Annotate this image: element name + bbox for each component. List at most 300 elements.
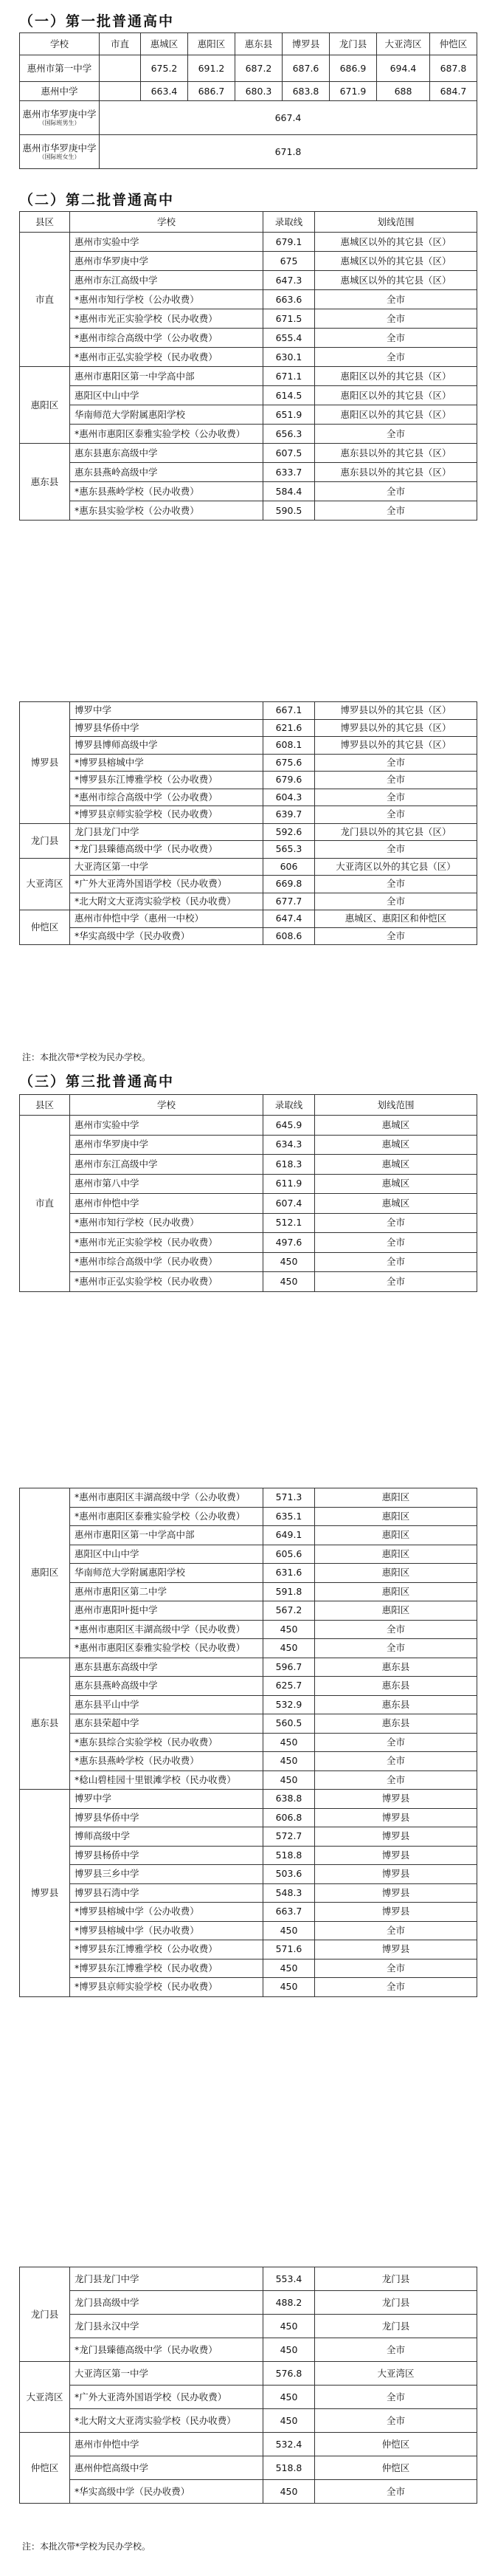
table-row (20, 135, 477, 169)
score-cell: 683.8 (283, 82, 330, 101)
score-cell: 675.2 (141, 55, 188, 82)
table-row (20, 2267, 477, 2291)
table-row (20, 737, 477, 755)
school-cell: 惠东县燕岭高级中学 (70, 1677, 263, 1696)
school-cell: 惠州市惠阳区第一中学高中部 (70, 367, 263, 386)
score-cell: 667.1 (263, 702, 315, 720)
school-sub: （国际班男生） (38, 119, 80, 126)
header-cell: 学校 (20, 33, 100, 55)
score-cell: 497.6 (263, 1233, 315, 1253)
range-cell: 惠城区、惠阳区和仲恺区 (315, 910, 477, 928)
score-cell: 639.7 (263, 806, 315, 824)
score-cell: 679.1 (263, 233, 315, 252)
school-cell: *惠州市惠阳区丰湖高级中学（公办收费） (70, 1488, 263, 1508)
range-cell: 大亚湾区以外的其它县（区） (315, 858, 477, 876)
school-cell: 大亚湾区第一中学 (70, 858, 263, 876)
table-row (20, 927, 477, 945)
county-cell: 博罗县 (20, 1790, 70, 1997)
table-row (20, 367, 477, 386)
range-cell: 惠东县以外的其它县（区） (315, 444, 477, 463)
school-cell: 惠州市惠阳区第一中学高中部 (70, 1526, 263, 1545)
score-cell: 649.1 (263, 1526, 315, 1545)
school-cell: *惠州市光正实验学校（民办收费） (70, 309, 263, 329)
range-cell: 惠东县 (315, 1714, 477, 1734)
range-cell: 惠东县 (315, 1695, 477, 1714)
score-cell: 633.7 (263, 463, 315, 482)
school-cell: 博罗县石湾中学 (70, 1883, 263, 1903)
score-cell: 450 (263, 2480, 315, 2504)
score-cell: 518.8 (263, 2456, 315, 2480)
range-cell: 大亚湾区 (315, 2362, 477, 2386)
school-cell: *博罗县东江博雅学校（民办收费） (70, 1959, 263, 1978)
school-cell: 华南师范大学附属惠阳学校 (70, 1564, 263, 1583)
table-row (20, 425, 477, 444)
batch3-note: 注：本批次带*学校为民办学校。 (22, 2541, 151, 2552)
school-cell: 惠州市东江高级中学 (70, 271, 263, 290)
table-row (20, 1601, 477, 1621)
range-cell: 全市 (315, 309, 477, 329)
school-cell: *惠州市知行学校（公办收费） (70, 290, 263, 309)
range-cell: 博罗县以外的其它县（区） (315, 719, 477, 737)
range-cell: 惠城区 (315, 1194, 477, 1214)
table-row (20, 1921, 477, 1940)
range-cell: 龙门县 (315, 2315, 477, 2338)
table-row (20, 1564, 477, 1583)
batch2-table (19, 211, 477, 521)
score-cell: 450 (263, 1272, 315, 1292)
score-cell: 691.2 (188, 55, 235, 82)
score-cell: 450 (263, 1959, 315, 1978)
table-row (20, 1883, 477, 1903)
score-cell (100, 82, 141, 101)
range-cell: 惠阳区 (315, 1526, 477, 1545)
school-cell (20, 101, 100, 135)
school-cell: 龙门县高级中学 (70, 2291, 263, 2315)
score-cell: 647.3 (263, 271, 315, 290)
school-cell: *稔山碧桂园十里银滩学校（民办收费） (70, 1770, 263, 1790)
header-cell: 惠阳区 (188, 33, 235, 55)
header-cell: 市直 (100, 33, 141, 55)
score-cell: 590.5 (263, 501, 315, 521)
school-cell: 惠州市实验中学 (70, 233, 263, 252)
school-cell: 惠东县惠东高级中学 (70, 444, 263, 463)
range-cell: 博罗县 (315, 1865, 477, 1884)
county-cell: 惠东县 (20, 444, 70, 521)
table-row (20, 1174, 477, 1194)
score-cell: 571.3 (263, 1488, 315, 1508)
range-cell: 惠阳区 (315, 1601, 477, 1621)
score-cell: 630.1 (263, 348, 315, 367)
school-cell: *华实高级中学（民办收费） (70, 927, 263, 945)
table-row (20, 1213, 477, 1233)
range-cell: 全市 (315, 806, 477, 824)
county-cell: 惠阳区 (20, 1488, 70, 1658)
range-cell: 惠东县 (315, 1658, 477, 1677)
range-cell: 惠东县以外的其它县（区） (315, 463, 477, 482)
score-cell: 638.8 (263, 1790, 315, 1809)
batch1-table (19, 32, 477, 169)
range-cell: 龙门县 (315, 2291, 477, 2315)
score-cell: 450 (263, 2386, 315, 2409)
range-cell: 全市 (315, 772, 477, 789)
score-cell: 655.4 (263, 329, 315, 348)
school-cell: 博罗县华侨中学 (70, 1808, 263, 1827)
table-row (20, 1827, 477, 1847)
range-cell: 全市 (315, 893, 477, 910)
score-cell: 667.4 (100, 101, 477, 135)
table-row (20, 806, 477, 824)
score-cell: 553.4 (263, 2267, 315, 2291)
school-cell: *惠州市综合高级中学（公办收费） (70, 789, 263, 806)
range-cell: 惠城区 (315, 1155, 477, 1175)
range-cell: 仲恺区 (315, 2456, 477, 2480)
score-cell: 532.9 (263, 1695, 315, 1714)
table-row (20, 1752, 477, 1771)
table-row (20, 1978, 477, 1997)
range-cell: 全市 (315, 2386, 477, 2409)
table-row (20, 1526, 477, 1545)
school-cell: 龙门县龙门中学 (70, 2267, 263, 2291)
range-cell: 惠阳区 (315, 1582, 477, 1601)
score-cell: 548.3 (263, 1883, 315, 1903)
score-cell: 450 (263, 2409, 315, 2433)
score-cell: 591.8 (263, 1582, 315, 1601)
range-cell: 龙门县以外的其它县（区） (315, 823, 477, 841)
score-cell: 450 (263, 1252, 315, 1272)
table-row (20, 1865, 477, 1884)
score-cell: 606.8 (263, 1808, 315, 1827)
score-cell: 450 (263, 1733, 315, 1752)
county-cell: 大亚湾区 (20, 858, 70, 910)
score-cell: 567.2 (263, 1601, 315, 1621)
range-cell: 惠阳区 (315, 1507, 477, 1526)
school-cell: 博罗县三乡中学 (70, 1865, 263, 1884)
range-cell: 惠阳区 (315, 1545, 477, 1564)
school-cell: *广外大亚湾外国语学校（民办收费） (70, 2386, 263, 2409)
table-row (20, 1135, 477, 1155)
score-cell: 687.8 (430, 55, 477, 82)
table-row (20, 1233, 477, 1253)
table-row (20, 271, 477, 290)
table-row (20, 1846, 477, 1865)
score-cell: 671.5 (263, 309, 315, 329)
table-row (20, 82, 477, 101)
school-cell: 博罗中学 (70, 702, 263, 720)
score-cell: 671.8 (100, 135, 477, 169)
table-row (20, 1272, 477, 1292)
header-cell: 学校 (70, 212, 263, 233)
score-cell: 651.9 (263, 405, 315, 425)
school-cell: *博罗县榕城中学 (70, 754, 263, 772)
header-cell: 划线范围 (315, 212, 477, 233)
school-cell: 惠东县荣超中学 (70, 1714, 263, 1734)
table-row (20, 1903, 477, 1922)
school-cell: *北大附文大亚湾实验学校（民办收费） (70, 893, 263, 910)
school-cell: *惠州市惠阳区泰雅实验学校（民办收费） (70, 1639, 263, 1658)
range-cell: 博罗县以外的其它县（区） (315, 702, 477, 720)
range-cell: 惠城区 (315, 1174, 477, 1194)
table-row (20, 823, 477, 841)
table-row (20, 1940, 477, 1960)
range-cell: 博罗县 (315, 1827, 477, 1847)
school-cell: *博罗县京师实验学校（民办收费） (70, 806, 263, 824)
school-cell: 惠州市仲恺中学（惠州一中校） (70, 910, 263, 928)
school-cell: 惠东县燕岭高级中学 (70, 463, 263, 482)
score-cell (100, 55, 141, 82)
score-cell: 560.5 (263, 1714, 315, 1734)
score-cell: 675 (263, 252, 315, 271)
score-cell: 635.1 (263, 1507, 315, 1526)
county-cell: 市直 (20, 233, 70, 367)
score-cell: 687.2 (235, 55, 283, 82)
score-cell: 663.4 (141, 82, 188, 101)
range-cell: 惠城区 (315, 1116, 477, 1136)
header-cell: 龙门县 (330, 33, 377, 55)
table-row (20, 893, 477, 910)
table-row (20, 55, 477, 82)
range-cell: 全市 (315, 425, 477, 444)
range-cell: 惠阳区以外的其它县（区） (315, 386, 477, 405)
score-cell: 576.8 (263, 2362, 315, 2386)
county-cell: 仲恺区 (20, 910, 70, 945)
range-cell: 惠东县 (315, 1677, 477, 1696)
score-cell: 684.7 (430, 82, 477, 101)
school-cell: 大亚湾区第一中学 (70, 2362, 263, 2386)
school-cell: *惠州市光正实验学校（民办收费） (70, 1233, 263, 1253)
score-cell: 663.6 (263, 290, 315, 309)
table-row (20, 876, 477, 893)
range-cell: 博罗县 (315, 1903, 477, 1922)
range-cell: 惠阳区以外的其它县（区） (315, 367, 477, 386)
school-cell: *博罗县榕城中学（公办收费） (70, 1903, 263, 1922)
score-cell: 608.1 (263, 737, 315, 755)
score-cell: 645.9 (263, 1116, 315, 1136)
score-cell: 611.9 (263, 1174, 315, 1194)
table-row (20, 702, 477, 720)
school-cell: *惠州市综合高级中学（民办收费） (70, 1252, 263, 1272)
batch2-note: 注：本批次带*学校为民办学校。 (22, 1052, 151, 1062)
school-name: 惠州市华罗庚中学 (22, 108, 97, 120)
school-cell: 博罗中学 (70, 1790, 263, 1809)
batch3-table-continued-2 (19, 2267, 477, 2504)
range-cell: 全市 (315, 1272, 477, 1292)
score-cell: 450 (263, 1921, 315, 1940)
school-cell: *华实高级中学（民办收费） (70, 2480, 263, 2504)
school-cell (20, 135, 100, 169)
range-cell: 全市 (315, 2480, 477, 2504)
range-cell: 全市 (315, 290, 477, 309)
score-cell: 450 (263, 1752, 315, 1771)
score-cell: 656.3 (263, 425, 315, 444)
table-header-row (20, 212, 477, 233)
table-row (20, 309, 477, 329)
score-cell: 503.6 (263, 1865, 315, 1884)
table-row (20, 789, 477, 806)
score-cell: 686.7 (188, 82, 235, 101)
score-cell: 512.1 (263, 1213, 315, 1233)
school-cell: 惠东县惠东高级中学 (70, 1658, 263, 1677)
score-cell: 592.6 (263, 823, 315, 841)
range-cell: 博罗县 (315, 1790, 477, 1809)
table-row (20, 444, 477, 463)
school-cell: *惠州市惠阳区泰雅实验学校（公办收费） (70, 1507, 263, 1526)
range-cell: 惠城区以外的其它县（区） (315, 252, 477, 271)
school-cell: *广外大亚湾外国语学校（民办收费） (70, 876, 263, 893)
range-cell: 惠城区以外的其它县（区） (315, 233, 477, 252)
score-cell: 488.2 (263, 2291, 315, 2315)
table-row (20, 233, 477, 252)
table-row (20, 1959, 477, 1978)
batch1-title: （一）第一批普通高中 (19, 13, 175, 30)
score-cell: 605.6 (263, 1545, 315, 1564)
table-row (20, 1808, 477, 1827)
range-cell: 全市 (315, 348, 477, 367)
table-row (20, 290, 477, 309)
table-row (20, 329, 477, 348)
range-cell: 惠城区 (315, 1135, 477, 1155)
school-cell: 惠州市仲恺中学 (70, 1194, 263, 1214)
score-cell: 606 (263, 858, 315, 876)
score-cell: 596.7 (263, 1658, 315, 1677)
table-row (20, 1695, 477, 1714)
table-row (20, 1639, 477, 1658)
school-cell: 惠州市华罗庚中学 (70, 1135, 263, 1155)
range-cell: 全市 (315, 876, 477, 893)
school-cell: 博罗县杨侨中学 (70, 1846, 263, 1865)
table-row (20, 1658, 477, 1677)
range-cell: 全市 (315, 1620, 477, 1639)
school-cell: 惠阳区中山中学 (70, 386, 263, 405)
county-cell: 大亚湾区 (20, 2362, 70, 2433)
score-cell: 686.9 (330, 55, 377, 82)
score-cell: 663.7 (263, 1903, 315, 1922)
school-cell: *博罗县榕城中学（民办收费） (70, 1921, 263, 1940)
table-row (20, 1582, 477, 1601)
score-cell: 669.8 (263, 876, 315, 893)
range-cell: 全市 (315, 1252, 477, 1272)
range-cell: 博罗县以外的其它县（区） (315, 737, 477, 755)
range-cell: 全市 (315, 1770, 477, 1790)
school-sub: （国际班女生） (38, 153, 80, 160)
table-row (20, 1488, 477, 1508)
table-row (20, 772, 477, 789)
batch3-table (19, 1094, 477, 1292)
range-cell: 全市 (315, 1233, 477, 1253)
table-row (20, 1714, 477, 1734)
score-cell: 450 (263, 2338, 315, 2362)
header-cell: 学校 (70, 1095, 263, 1116)
school-cell: *惠东县燕岭学校（民办收费） (70, 1752, 263, 1771)
range-cell: 博罗县 (315, 1940, 477, 1960)
school-cell: 惠东县平山中学 (70, 1695, 263, 1714)
range-cell: 全市 (315, 1752, 477, 1771)
range-cell: 全市 (315, 754, 477, 772)
range-cell: 全市 (315, 1213, 477, 1233)
score-cell: 694.4 (377, 55, 430, 82)
range-cell: 全市 (315, 2409, 477, 2433)
table-row (20, 2386, 477, 2409)
score-cell: 450 (263, 2315, 315, 2338)
score-cell: 450 (263, 1978, 315, 1997)
table-row (20, 1252, 477, 1272)
range-cell: 全市 (315, 789, 477, 806)
score-cell: 631.6 (263, 1564, 315, 1583)
table-row (20, 482, 477, 501)
school-cell: *惠州市正弘实验学校（民办收费） (70, 348, 263, 367)
score-cell: 625.7 (263, 1677, 315, 1696)
school-cell: *博罗县东江博雅学校（公办收费） (70, 1940, 263, 1960)
score-cell: 671.1 (263, 367, 315, 386)
header-cell: 仲恺区 (430, 33, 477, 55)
score-cell: 677.7 (263, 893, 315, 910)
table-row (20, 1620, 477, 1639)
header-cell: 惠东县 (235, 33, 283, 55)
school-cell: *惠州市惠阳区丰湖高级中学（民办收费） (70, 1620, 263, 1639)
score-cell: 618.3 (263, 1155, 315, 1175)
county-cell: 博罗县 (20, 702, 70, 824)
range-cell: 全市 (315, 1639, 477, 1658)
school-cell: 龙门县永汉中学 (70, 2315, 263, 2338)
batch2-title: （二）第二批普通高中 (19, 192, 175, 208)
range-cell: 全市 (315, 482, 477, 501)
county-cell: 惠东县 (20, 1658, 70, 1790)
table-row (20, 1507, 477, 1526)
score-cell: 688 (377, 82, 430, 101)
table-row (20, 101, 477, 135)
table-row (20, 719, 477, 737)
table-row (20, 2291, 477, 2315)
table-row (20, 386, 477, 405)
score-cell: 518.8 (263, 1846, 315, 1865)
table-header-row (20, 1095, 477, 1116)
school-cell: 惠阳区中山中学 (70, 1545, 263, 1564)
school-cell: 博罗县华侨中学 (70, 719, 263, 737)
table-row (20, 1194, 477, 1214)
table-row (20, 2362, 477, 2386)
table-row (20, 252, 477, 271)
range-cell: 博罗县 (315, 1883, 477, 1903)
school-cell: 博师高级中学 (70, 1827, 263, 1847)
school-cell: 惠州市华罗庚中学 (70, 252, 263, 271)
table-row (20, 1155, 477, 1175)
table-row (20, 348, 477, 367)
score-cell: 604.3 (263, 789, 315, 806)
table-row (20, 2480, 477, 2504)
range-cell: 全市 (315, 1959, 477, 1978)
school-cell: 惠州市惠阳区第二中学 (70, 1582, 263, 1601)
school-cell: 惠州市惠阳叶挺中学 (70, 1601, 263, 1621)
header-cell: 县区 (20, 1095, 70, 1116)
range-cell: 全市 (315, 2338, 477, 2362)
range-cell: 惠阳区 (315, 1488, 477, 1508)
school-cell: 博罗县博师高级中学 (70, 737, 263, 755)
header-cell: 划线范围 (315, 1095, 477, 1116)
batch3-title: （三）第三批普通高中 (19, 1074, 175, 1090)
score-cell: 687.6 (283, 55, 330, 82)
county-cell: 惠阳区 (20, 367, 70, 444)
score-cell: 621.6 (263, 719, 315, 737)
range-cell: 惠城区以外的其它县（区） (315, 271, 477, 290)
table-row (20, 2433, 477, 2456)
range-cell: 全市 (315, 1978, 477, 1997)
score-cell: 571.6 (263, 1940, 315, 1960)
range-cell: 全市 (315, 329, 477, 348)
header-cell: 录取线 (263, 1095, 315, 1116)
batch3-table-continued (19, 1488, 477, 1997)
range-cell: 全市 (315, 1733, 477, 1752)
score-cell: 584.4 (263, 482, 315, 501)
batch1-header-row (20, 33, 477, 55)
